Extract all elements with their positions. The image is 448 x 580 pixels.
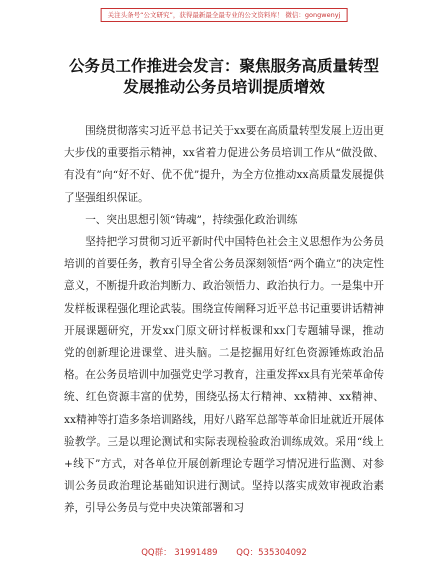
top-banner: 关注头条号“公文研究”，获得最新最全最专业的公文资料库！ 微信：gongwenyj bbox=[101, 8, 348, 22]
qq-group: QQ群： 31991489 bbox=[141, 548, 218, 558]
section-heading-1: 一、突出思想引领“铸魂”，持续强化政治训练 bbox=[85, 213, 298, 226]
doc-title-line-1: 公务员工作推进会发言：聚焦服务高质量转型 bbox=[68, 57, 379, 75]
section-1-paragraph: 坚持把学习贯彻习近平新时代中国特色社会主义思想作为公务员培训的首要任务，教育引导全省公务员深刻领悟“两个确立”的决定性意义，不断提升政治判断力、政治领悟力、政治执行力。一是集中开发样板课程强化理论武装。围绕宣传阐释习近平总书记重要讲话精神开展课题研究，开发xx门原文研讨样板课和xx门专题辅导课，推动党的创新理论进课堂、进头脑。二是挖掘用好红色资源锤炼政治品格。在公务员培训中加强党史学习教育，注重发挥xx具有光荣革命传统、红色资源丰富的优势，围绕弘扬太行精神、xx精神、xx精神、xx精神等打造多条培训路线，用好八路军总部等革命旧址就近开展体验教学。三是以理论测试和实际表现检验政治训练成效。采用“线上+线下”方式，对各单位开展创新理论专题学习情况进行监测、对参训公务员政治理论基础知识进行测试。坚持以落实成效审视政治素养，引导公务员与党中央决策部署和习 bbox=[64, 236, 384, 515]
qq-number: QQ：535304092 bbox=[236, 548, 307, 558]
intro-paragraph: 围绕贯彻落实习近平总书记关于xx要在高质量转型发展上迈出更大步伐的重要指示精神，xx省着力促进公务员培训工作从“做没做、有没有”向“好不好、优不优”提升，为全方位推动xx高质量发展提供了坚强组织保证。 bbox=[64, 125, 384, 204]
doc-title-line-2: 发展推动公务员培训提质增效 bbox=[123, 78, 325, 96]
document-body bbox=[64, 120, 384, 520]
footer-contact bbox=[0, 546, 448, 558]
